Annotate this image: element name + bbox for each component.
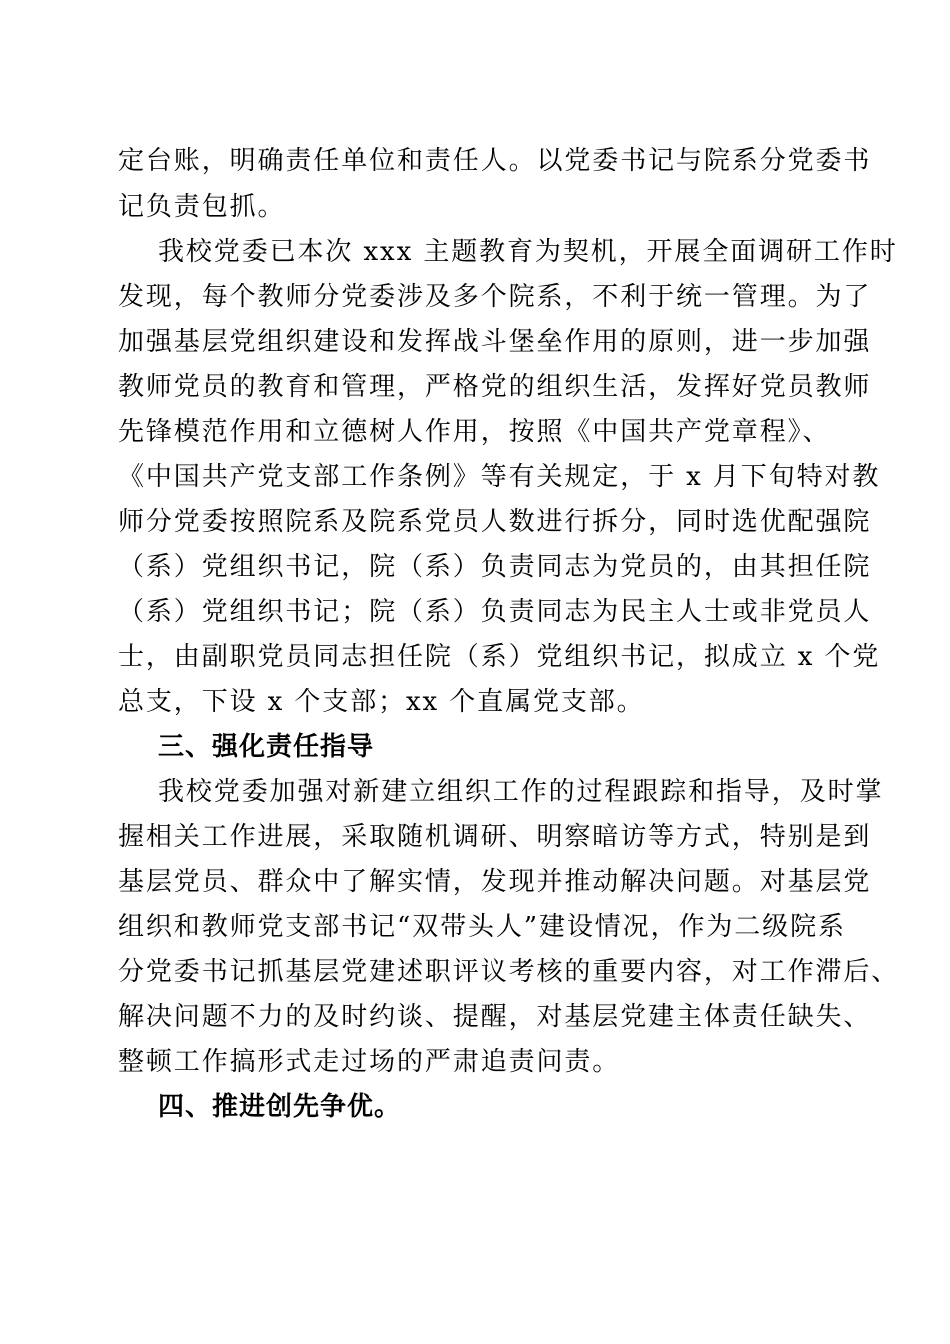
paragraph-line: 士，由副职党员同志担任院（系）党组织书记，拟成立 x 个党 [118, 642, 881, 672]
section-heading: 四、推进创先争优。 [158, 1092, 402, 1122]
paragraph-line: 握相关工作进展，采取随机调研、明察暗访等方式，特别是到 [118, 822, 872, 852]
paragraph-line: 基层党员、群众中了解实情，发现并推动解决问题。对基层党 [118, 867, 872, 897]
paragraph-line: 加强基层党组织建设和发挥战斗堡垒作用的原则，进一步加强 [118, 327, 872, 357]
paragraph-line: 《中国共产党支部工作条例》等有关规定，于 x 月下旬特对教 [118, 462, 881, 492]
section-heading: 三、强化责任指导 [158, 732, 375, 762]
paragraph-line: 我校党委已本次 xxx 主题教育为契机，开展全面调研工作时 [158, 237, 898, 267]
paragraph-line: 我校党委加强对新建立组织工作的过程跟踪和指导，及时掌 [158, 777, 884, 807]
paragraph-line: 记负责包抓。 [118, 192, 286, 222]
paragraph-line: 师分党委按照院系及院系党员人数进行拆分，同时选优配强院 [118, 507, 872, 537]
paragraph-line: 发现，每个教师分党委涉及多个院系，不利于统一管理。为了 [118, 282, 872, 312]
paragraph-line: 分党委书记抓基层党建述职评议考核的重要内容，对工作滞后、 [118, 957, 900, 987]
paragraph-line: 总支，下设 x 个支部；xx 个直属党支部。 [118, 687, 645, 717]
paragraph-line: 定台账，明确责任单位和责任人。以党委书记与院系分党委书 [118, 146, 872, 176]
paragraph-line: 解决问题不力的及时约谈、提醒，对基层党建主体责任缺失、 [118, 1002, 872, 1032]
paragraph-line: 教师党员的教育和管理，严格党的组织生活，发挥好党员教师 [118, 372, 872, 402]
paragraph-line: 组织和教师党支部书记“双带头人”建设情况，作为二级院系 [118, 912, 846, 942]
paragraph-line: （系）党组织书记，院（系）负责同志为党员的，由其担任院 [118, 552, 872, 582]
paragraph-line: 先锋模范作用和立德树人作用，按照《中国共产党章程》、 [118, 417, 831, 447]
paragraph-line: 整顿工作搞形式走过场的严肃追责问责。 [118, 1047, 621, 1077]
paragraph-line: （系）党组织书记；院（系）负责同志为民主人士或非党员人 [118, 597, 872, 627]
